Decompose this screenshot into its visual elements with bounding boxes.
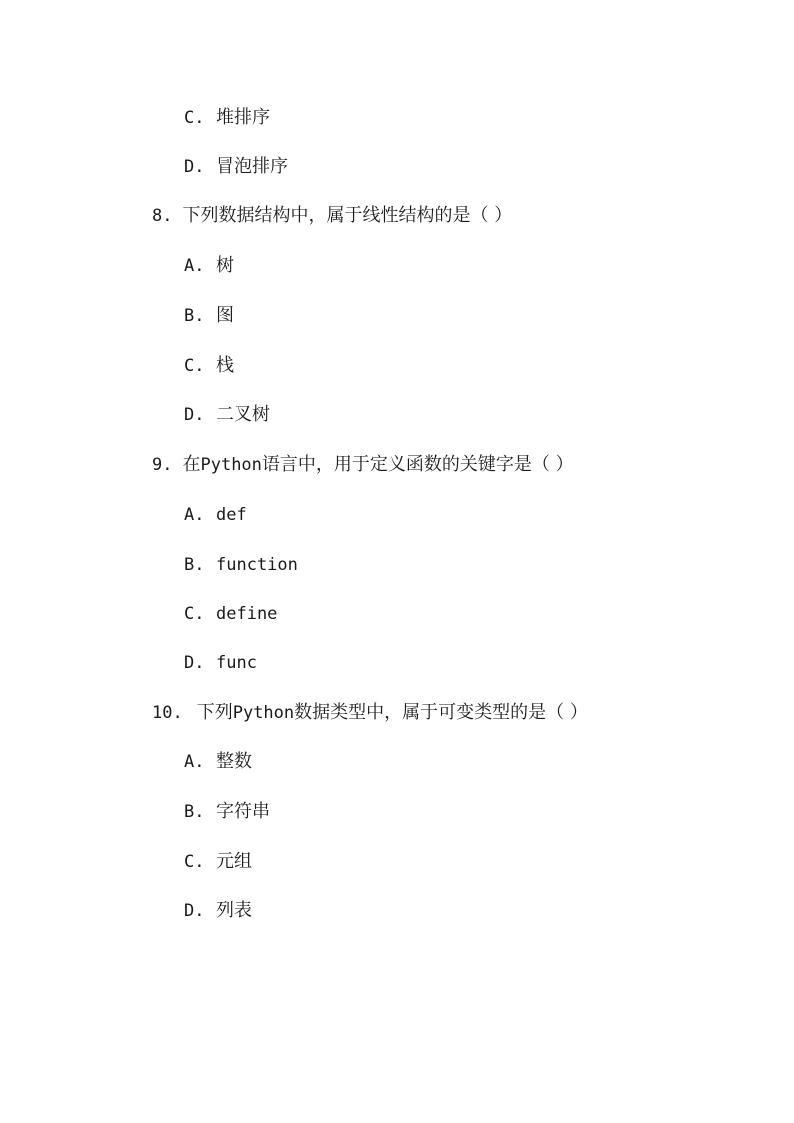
option-letter: B. [184,555,205,575]
option-letter: C. [184,108,205,128]
option-letter: D. [184,653,205,673]
question-10-option-c [184,847,252,877]
question-8-option-a [184,251,234,281]
option-letter: C. [184,604,205,624]
option-text: function [216,555,298,575]
option-letter: C. [184,356,205,376]
question-10-option-a [184,747,252,777]
option-text: func [216,653,257,673]
question-number: 8. [152,206,173,226]
question-8-option-b [184,301,234,331]
question-text-code: Python [232,703,295,723]
option-text: 堆排序 [216,107,270,128]
option-letter: B. [184,306,205,326]
question-text-suffix: 数据类型中，属于可变类型的是（ ） [294,702,588,723]
question-text: 下列数据结构中，属于线性结构的是（ ） [182,205,513,226]
option-letter: C. [184,852,205,872]
option-d [184,152,288,182]
option-letter: A. [184,505,205,525]
option-letter: D. [184,901,205,921]
question-8-option-c [184,351,234,381]
option-letter: A. [184,256,205,276]
question-text-prefix: 下列 [196,702,233,723]
question-9-option-b [184,550,298,580]
question-9-option-d [184,648,257,678]
option-text: 元组 [216,851,252,872]
option-text: define [216,604,278,624]
option-text: 列表 [216,900,252,921]
option-text: 字符串 [216,801,270,822]
option-c [184,103,270,133]
option-text: def [216,505,247,525]
question-9-option-a [184,500,247,530]
option-text: 栈 [216,355,234,376]
question-8-prompt [152,201,512,231]
question-text-prefix: 在 [182,454,201,475]
option-text: 整数 [216,751,252,772]
option-letter: A. [184,752,205,772]
question-10-prompt [152,698,588,728]
question-number: 10. [152,703,183,723]
question-8-option-d [184,400,270,430]
question-9-option-c [184,599,277,629]
option-text: 图 [216,305,234,326]
question-text-code: Python [200,455,262,475]
question-text-suffix: 语言中，用于定义函数的关键字是（ ） [261,454,574,475]
option-text: 树 [216,255,234,276]
option-text: 二叉树 [216,404,270,425]
option-text: 冒泡排序 [216,156,288,177]
option-letter: B. [184,802,205,822]
question-number: 9. [152,455,173,475]
option-letter: D. [184,157,205,177]
option-letter: D. [184,405,205,425]
question-9-prompt [152,450,574,480]
question-10-option-b [184,797,270,827]
question-10-option-d [184,896,252,926]
